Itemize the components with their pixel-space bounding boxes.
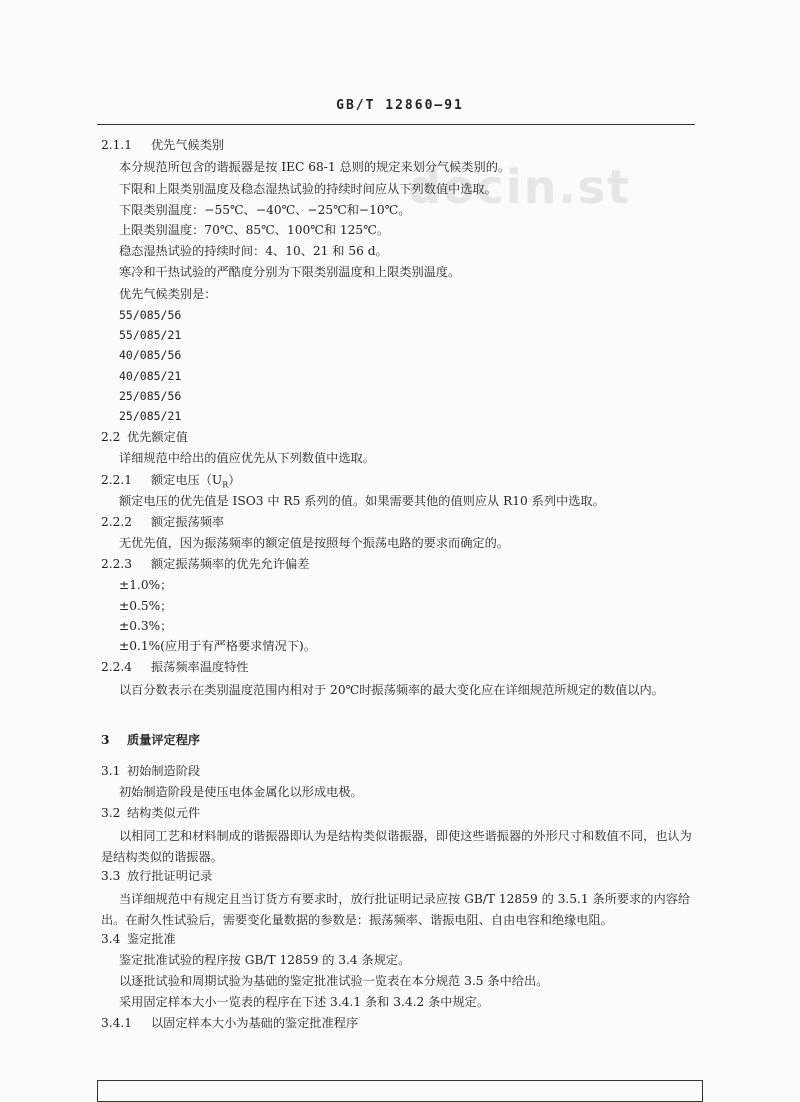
paragraph: 稳态湿热试验的持续时间：4、10、21 和 56 d。 [119, 244, 388, 258]
subscript: R [222, 480, 229, 490]
paragraph: 当详细规范中有规定且当订货方有要求时，放行批证明记录应按 GB/T 12859 的 3.5.1 条所要求的内容给出。在耐久性试验后，需要变化量数据的参数是：振荡频率、谐振电阻、自由电容和绝缘电阻。 [101, 892, 691, 927]
header-rule [97, 124, 695, 125]
section-title: 鉴定批准 [127, 932, 176, 946]
section-title: 额定振荡频率 [151, 515, 225, 529]
tolerance-item: ±0.3%； [119, 619, 173, 633]
section-number: 3.2 [101, 806, 121, 820]
section-title: 优先额定值 [127, 430, 188, 444]
climate-code: 25/085/56 [119, 389, 182, 403]
heading-2-1-1 [101, 137, 224, 153]
section-title: 额定电压（U [151, 473, 223, 487]
paragraph: 本分规范所包含的谐振器是按 IEC 68-1 总则的规定来划分气候类别的。 [119, 160, 511, 174]
climate-code: 55/085/21 [119, 328, 182, 342]
heading-3-1 [101, 763, 200, 779]
section-title: 额定振荡频率的优先允许偏差 [151, 557, 310, 571]
section-title-close: ） [228, 473, 241, 487]
heading-2-2-2 [101, 514, 224, 530]
climate-code: 40/085/56 [119, 348, 182, 362]
section-number: 2.2.3 [101, 557, 133, 571]
section-title: 优先气候类别 [151, 138, 225, 152]
page-header: GB/T 12860—91 [336, 98, 464, 113]
paragraph: 下限和上限类别温度及稳态湿热试验的持续时间应从下列数值中选取。 [119, 182, 497, 196]
heading-3-4-1 [101, 1015, 358, 1031]
paragraph: 无优先值，因为振荡频率的额定值是按照每个振荡电路的要求而确定的。 [119, 536, 509, 550]
heading-3-4 [101, 931, 176, 947]
paragraph: 额定电压的优先值是 ISO3 中 R5 系列的值。如果需要其他的值则应从 R10 系列中选取。 [119, 494, 605, 508]
heading-3 [101, 732, 200, 748]
section-title: 振荡频率温度特性 [151, 660, 249, 674]
section-number: 3.4.1 [101, 1016, 133, 1030]
paragraph: 详细规范中给出的值应优先从下列数值中选取。 [119, 451, 375, 465]
table-frame [97, 1080, 703, 1102]
heading-2-2 [101, 429, 188, 445]
tolerance-item: ±0.1%(应用于有严格要求情况下)。 [119, 639, 316, 653]
section-number: 2.1.1 [101, 138, 133, 152]
paragraph: 初始制造阶段是使压电体金属化以形成电极。 [119, 785, 363, 799]
section-title: 以固定样本大小为基础的鉴定批准程序 [151, 1016, 359, 1030]
section-number: 3.4 [101, 932, 121, 946]
section-number: 2.2.1 [101, 473, 133, 487]
section-number: 2.2.2 [101, 515, 133, 529]
watermark: docin.st [408, 160, 632, 214]
paragraph: 以相同工艺和材料制成的谐振器即认为是结构类似谐振器，即使这些谐振器的外形尺寸和数值不同，也认为是结构类似的谐振器。 [101, 829, 692, 864]
section-number: 2.2 [101, 430, 121, 444]
section-number: 3 [101, 733, 110, 747]
section-title: 质量评定程序 [127, 733, 201, 747]
tolerance-item: ±1.0%； [119, 578, 173, 592]
heading-3-2 [101, 805, 200, 821]
section-number: 3.1 [101, 764, 121, 778]
paragraph: 上限类别温度：70℃、85℃、100℃和 125℃。 [119, 223, 390, 237]
paragraph: 采用固定样本大小一览表的程序在下述 3.4.1 条和 3.4.2 条中规定。 [119, 995, 490, 1009]
paragraph: 以逐批试验和周期试验为基础的鉴定批准试验一览表在本分规范 3.5 条中给出。 [119, 974, 549, 988]
heading-3-3 [101, 868, 212, 884]
heading-2-2-4 [101, 659, 249, 675]
heading-2-2-1 [101, 472, 240, 493]
paragraph: 优先气候类别是： [119, 287, 217, 301]
section-title: 结构类似元件 [127, 806, 201, 820]
paragraph: 寒冷和干热试验的严酷度分别为下限类别温度和上限类别温度。 [119, 265, 461, 279]
section-number: 2.2.4 [101, 660, 133, 674]
paragraph: 鉴定批准试验的程序按 GB/T 12859 的 3.4 条规定。 [119, 953, 411, 967]
section-number: 3.3 [101, 869, 121, 883]
paragraph: 下限类别温度：−55℃、−40℃、−25℃和−10℃。 [119, 203, 411, 217]
climate-code: 55/085/56 [119, 308, 182, 322]
paragraph: 以百分数表示在类别温度范围内相对于 20℃时振荡频率的最大变化应在详细规范所规定的数值以内。 [119, 683, 664, 697]
section-title: 初始制造阶段 [127, 764, 201, 778]
climate-code: 25/085/21 [119, 409, 182, 423]
section-title: 放行批证明记录 [127, 869, 213, 883]
climate-code: 40/085/21 [119, 369, 182, 383]
tolerance-item: ±0.5%； [119, 599, 173, 613]
heading-2-2-3 [101, 556, 309, 572]
